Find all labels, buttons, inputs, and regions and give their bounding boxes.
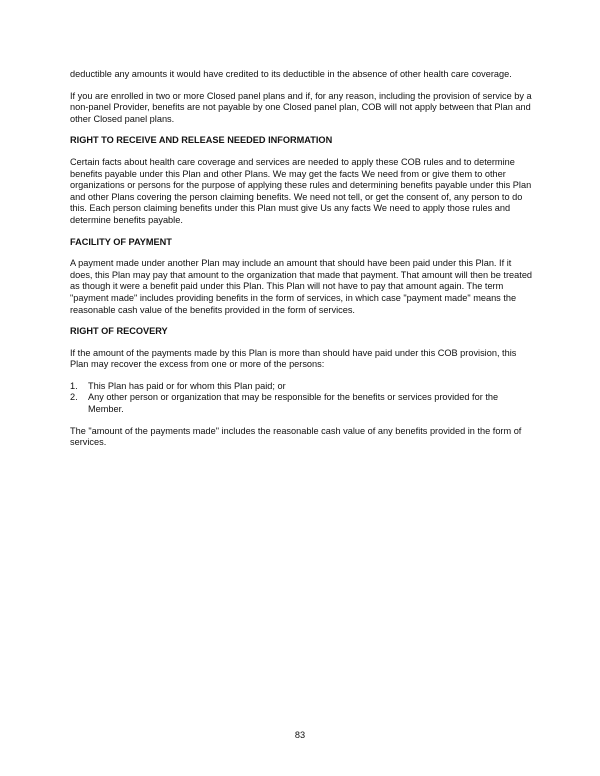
heading-facility-of-payment: FACILITY OF PAYMENT	[70, 236, 172, 247]
list-item	[70, 392, 536, 415]
document-page	[70, 69, 536, 459]
paragraph-right-to-receive: Certain facts about health care coverage and services are needed to apply these COB rules and to determine benefits payable under this Plan and other Plans. We may get the facts We need from or give them to other organizations or persons for the purpose of applying these rules and determining benefits payable under this Plan and other Plans covering the person claiming benefits. We need not tell, or get the consent of, any person to do this. Each person claiming benefits under this Plan must give Us any facts We need to apply those rules and determine benefits payable.	[70, 156, 532, 225]
heading-right-of-recovery: RIGHT OF RECOVERY	[70, 326, 168, 337]
heading-right-to-receive: RIGHT TO RECEIVE AND RELEASE NEEDED INFORMATION	[70, 135, 333, 146]
paragraph-amount-of-payments: The "amount of the payments made" includes the reasonable cash value of any benefits provided in the form of services.	[70, 425, 522, 448]
paragraph-deductible: deductible any amounts it would have credited to its deductible in the absence of other health care coverage.	[70, 69, 512, 79]
recovery-list	[70, 381, 536, 416]
list-item-number: 2.	[70, 392, 78, 403]
list-item-text: This Plan has paid or for whom this Plan paid; or	[88, 380, 286, 391]
paragraph-facility-of-payment: A payment made under another Plan may include an amount that should have been paid under this Plan. If it does, this Plan may pay that amount to the organization that made that payment. That amount will then be treated as though it were a benefit paid under this Plan. This Plan will not have to pay that amount again. The term "payment made" includes providing benefits in the form of services, in which case "payment made" means the reasonable cash value of the benefits provided in the form of services.	[70, 258, 533, 315]
list-item-text: Any other person or organization that may be responsible for the benefits or services provided for the Member.	[88, 392, 499, 415]
paragraph-closed-panel: If you are enrolled in two or more Closed panel plans and if, for any reason, including the provision of service by a non-panel Provider, benefits are not payable by one Closed panel plan, COB will not apply between that Plan and other Closed panel plans.	[70, 90, 532, 124]
list-item	[70, 381, 536, 393]
list-item-number: 1.	[70, 380, 78, 391]
paragraph-right-of-recovery: If the amount of the payments made by this Plan is more than should have paid under this COB provision, this Plan may recover the excess from one or more of the persons:	[70, 347, 517, 370]
page-number: 83	[294, 730, 306, 740]
